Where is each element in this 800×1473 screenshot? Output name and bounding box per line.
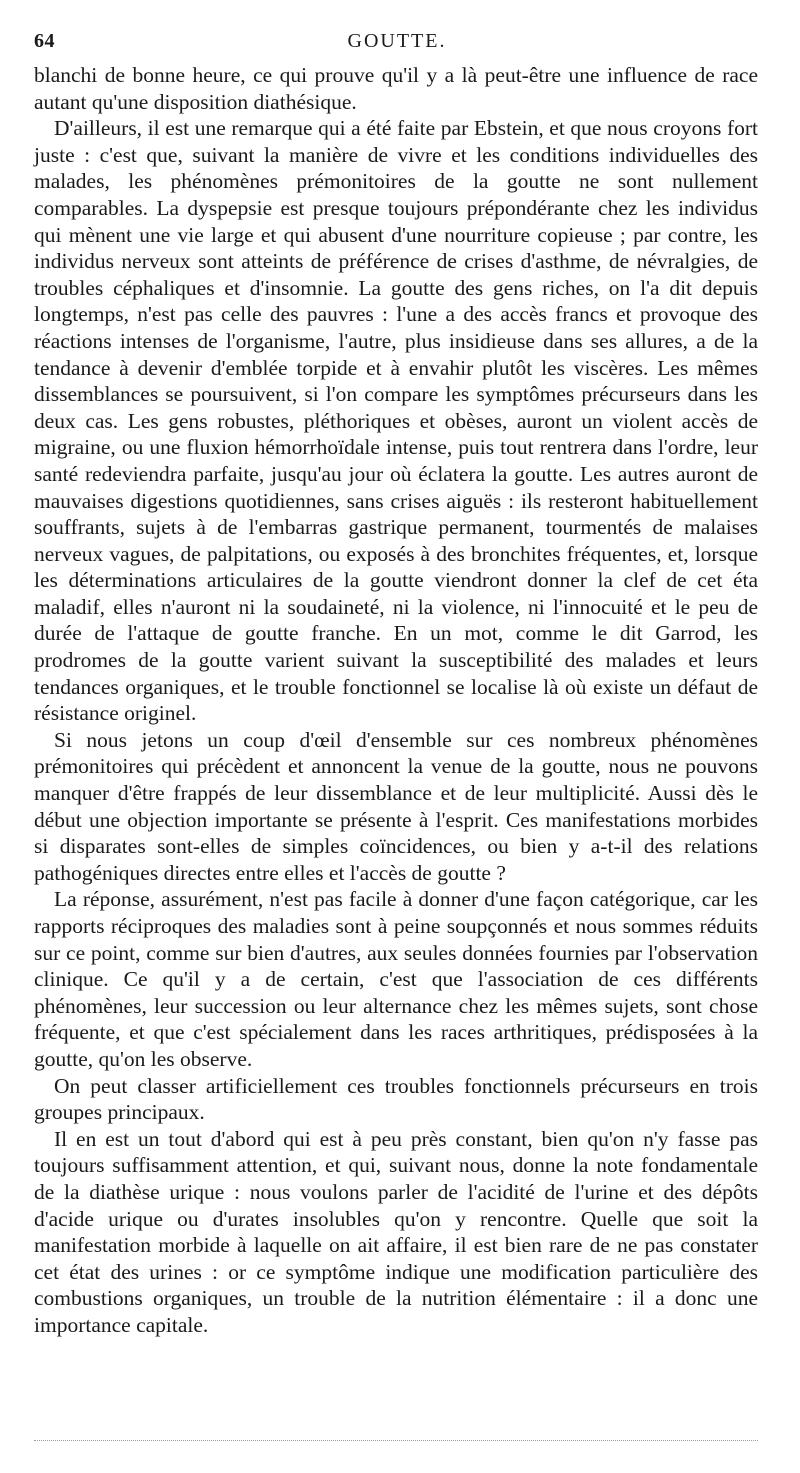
paragraph-classification: On peut classer artificiellement ces troubles fonctionnels précurseurs en trois groupes principaux.	[34, 1073, 758, 1125]
paragraph-continuation: blanchi de bonne heure, ce qui prouve qu'il y a là peut-être une influence de race autant qu'une disposition diathésique.	[34, 63, 758, 114]
page-number: 64	[34, 30, 55, 52]
bottom-rule	[34, 1440, 758, 1441]
paragraph-uric-diathesis: Il en est un tout d'abord qui est à peu près constant, bien qu'on n'y fasse pas toujours suffisamment attention, et qui, suivant nous, donne la note fondamentale de la diathèse urique : nous voulons parler de l'acidité de l'urine et des dépôts d'acide urique ou d'urates insolubles qu'on y rencontre. Quelle que soit la manifestation morbide à laquelle on ait affaire, il est bien rare de ne pas constater cet état des urines : or ce symptôme indique une modification particulière des combustions organiques, un trouble de la nutrition élémentaire : il a donc une importance capitale.	[34, 1126, 758, 1337]
paragraph-response: La réponse, assurément, n'est pas facile à donner d'une façon catégorique, car les rapports réciproques des maladies sont à peine soupçonnés et nous sommes réduits sur ce point, comme sur bien d'autres, aux seules données fournies par l'observation clinique. Ce qu'il y a de certain, c'est que l'association de ces différents phénomènes, leur succession ou leur alternance chez les mêmes sujets, sont chose fréquente, et que c'est spécialement dans les races arthritiques, prédisposées à la goutte, qu'on les observe.	[34, 887, 758, 1071]
body-text	[34, 62, 758, 1339]
paragraph-overview: Si nous jetons un coup d'œil d'ensemble sur ces nombreux phénomènes prémonitoires qui précèdent et annoncent la venue de la goutte, nous ne pouvons manquer d'être frappés de leur dissemblance et de leur multiplicité. Aussi dès le début une objection importante se présente à l'esprit. Ces manifestations morbides si disparates sont-elles de simples coïncidences, ou bien y a-t-il des relations pathogéniques directes entre elles et l'accès de goutte ?	[34, 727, 758, 885]
running-head	[34, 30, 760, 58]
running-title: GOUTTE.	[347, 30, 447, 52]
paragraph-ebstein: D'ailleurs, il est une remarque qui a été faite par Ebstein, et que nous croyons fort juste : c'est que, suivant la manière de vivre et les conditions individuelles des malades, les phénomènes prémonitoires de la goutte ne sont nullement comparables. La dyspepsie est presque toujours prépondérante chez les individus qui mènent une vie large et qui abusent d'une nourriture copieuse ; par contre, les individus nerveux sont atteints de préférence de crises d'asthme, de névralgies, de troubles céphaliques et d'insomnie. La goutte des gens riches, on l'a dit depuis longtemps, n'est pas celle des pauvres : l'une a des accès francs et provoque des réactions intenses de l'organisme, l'autre, plus insidieuse dans ses allures, a de la tendance à devenir d'emblée torpide et à envahir plutôt les viscères. Les mêmes dissemblances se poursuivent, si l'on compare les symptômes précurseurs dans les deux cas. Les gens robustes, pléthoriques et obèses, auront un violent accès de migraine, ou une fluxion hémorrhoïdale intense, puis tout rentrera dans l'ordre, leur santé redeviendra parfaite, jusqu'au jour où éclatera la goutte. Les autres auront de mauvaises digestions quotidiennes, sans crises aiguës : ils resteront habituellement souffrants, sujets à de l'embarras gastrique permanent, tourmentés de malaises nerveux vagues, de palpitations, ou exposés à des bronchites fréquentes, et, lorsque les déterminations articulaires de la goutte viendront donner la clef de cet éta maladif, elles n'auront ni la soudaineté, ni la violence, ni l'innocuité et le peu de durée de l'attaque de goutte franche. En un mot, comme le dit Garrod, les prodromes de la goutte varient suivant la susceptibilité des malades et leurs tendances organiques, et le trouble fonctionnel se localise là où existe un défaut de résistance originel.	[34, 116, 758, 726]
